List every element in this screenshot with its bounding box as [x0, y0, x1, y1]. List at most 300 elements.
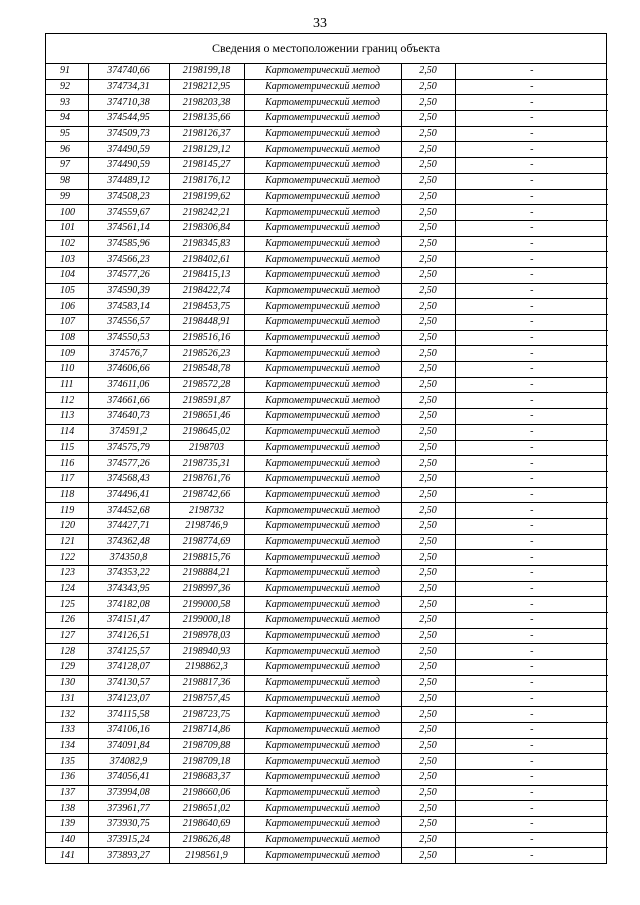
table-row [46, 471, 608, 487]
method-cell: Картометрический метод [244, 628, 401, 644]
x-coordinate-cell: 374566,23 [88, 252, 169, 268]
table-row [46, 769, 608, 785]
y-coordinate-cell: 2198572,28 [169, 377, 244, 393]
point-number-cell: 108 [46, 330, 88, 346]
point-number-cell: 140 [46, 832, 88, 848]
accuracy-cell: 2,50 [401, 518, 455, 534]
table-row [46, 675, 608, 691]
table-row [46, 111, 608, 127]
method-cell: Картометрический метод [244, 675, 401, 691]
accuracy-cell: 2,50 [401, 628, 455, 644]
description-cell: - [455, 346, 608, 362]
y-coordinate-cell: 2198774,69 [169, 534, 244, 550]
method-cell: Картометрический метод [244, 597, 401, 613]
description-cell: - [455, 675, 608, 691]
method-cell: Картометрический метод [244, 252, 401, 268]
y-coordinate-cell: 2198746,9 [169, 518, 244, 534]
accuracy-cell: 2,50 [401, 644, 455, 660]
description-cell: - [455, 566, 608, 582]
method-cell: Картометрический метод [244, 613, 401, 629]
point-number-cell: 137 [46, 785, 88, 801]
point-number-cell: 100 [46, 205, 88, 221]
table-row [46, 283, 608, 299]
accuracy-cell: 2,50 [401, 424, 455, 440]
description-cell: - [455, 362, 608, 378]
y-coordinate-cell: 2198645,02 [169, 424, 244, 440]
accuracy-cell: 2,50 [401, 377, 455, 393]
point-number-cell: 103 [46, 252, 88, 268]
description-cell: - [455, 550, 608, 566]
y-coordinate-cell: 2198561,9 [169, 848, 244, 863]
description-cell: - [455, 456, 608, 472]
table-row [46, 503, 608, 519]
accuracy-cell: 2,50 [401, 754, 455, 770]
accuracy-cell: 2,50 [401, 456, 455, 472]
y-coordinate-cell: 2198402,61 [169, 252, 244, 268]
table-row [46, 628, 608, 644]
accuracy-cell: 2,50 [401, 550, 455, 566]
accuracy-cell: 2,50 [401, 597, 455, 613]
point-number-cell: 94 [46, 111, 88, 127]
accuracy-cell: 2,50 [401, 566, 455, 582]
description-cell: - [455, 424, 608, 440]
y-coordinate-cell: 2198203,38 [169, 95, 244, 111]
x-coordinate-cell: 374577,26 [88, 456, 169, 472]
accuracy-cell: 2,50 [401, 220, 455, 236]
point-number-cell: 111 [46, 377, 88, 393]
point-number-cell: 98 [46, 173, 88, 189]
description-cell: - [455, 597, 608, 613]
method-cell: Картометрический метод [244, 158, 401, 174]
x-coordinate-cell: 374661,66 [88, 393, 169, 409]
x-coordinate-cell: 374710,38 [88, 95, 169, 111]
x-coordinate-cell: 374130,57 [88, 675, 169, 691]
y-coordinate-cell: 2198516,16 [169, 330, 244, 346]
accuracy-cell: 2,50 [401, 252, 455, 268]
table-row [46, 158, 608, 174]
description-cell: - [455, 832, 608, 848]
method-cell: Картометрический метод [244, 409, 401, 425]
point-number-cell: 123 [46, 566, 88, 582]
point-number-cell: 126 [46, 613, 88, 629]
accuracy-cell: 2,50 [401, 64, 455, 79]
accuracy-cell: 2,50 [401, 738, 455, 754]
table-row [46, 487, 608, 503]
accuracy-cell: 2,50 [401, 173, 455, 189]
y-coordinate-cell: 2198129,12 [169, 142, 244, 158]
accuracy-cell: 2,50 [401, 801, 455, 817]
accuracy-cell: 2,50 [401, 817, 455, 833]
x-coordinate-cell: 374585,96 [88, 236, 169, 252]
y-coordinate-cell: 2198345,83 [169, 236, 244, 252]
accuracy-cell: 2,50 [401, 534, 455, 550]
accuracy-cell: 2,50 [401, 111, 455, 127]
table-row [46, 534, 608, 550]
table-row [46, 440, 608, 456]
method-cell: Картометрический метод [244, 817, 401, 833]
x-coordinate-cell: 374508,23 [88, 189, 169, 205]
description-cell: - [455, 754, 608, 770]
point-number-cell: 131 [46, 691, 88, 707]
point-number-cell: 96 [46, 142, 88, 158]
section-title: Сведения о местоположении границ объекта [46, 34, 606, 64]
y-coordinate-cell: 2198660,06 [169, 785, 244, 801]
x-coordinate-cell: 374611,06 [88, 377, 169, 393]
description-cell: - [455, 409, 608, 425]
table-row [46, 785, 608, 801]
x-coordinate-cell: 374126,51 [88, 628, 169, 644]
accuracy-cell: 2,50 [401, 315, 455, 331]
table-row [46, 126, 608, 142]
point-number-cell: 95 [46, 126, 88, 142]
description-cell: - [455, 158, 608, 174]
method-cell: Картометрический метод [244, 315, 401, 331]
x-coordinate-cell: 374606,66 [88, 362, 169, 378]
x-coordinate-cell: 374568,43 [88, 471, 169, 487]
x-coordinate-cell: 374577,26 [88, 267, 169, 283]
x-coordinate-cell: 373930,75 [88, 817, 169, 833]
point-number-cell: 113 [46, 409, 88, 425]
point-number-cell: 93 [46, 95, 88, 111]
table-row [46, 613, 608, 629]
table-row [46, 205, 608, 221]
accuracy-cell: 2,50 [401, 79, 455, 95]
method-cell: Картометрический метод [244, 801, 401, 817]
x-coordinate-cell: 374590,39 [88, 283, 169, 299]
description-cell: - [455, 817, 608, 833]
point-number-cell: 141 [46, 848, 88, 863]
y-coordinate-cell: 2198242,21 [169, 205, 244, 221]
boundary-table [45, 33, 607, 864]
y-coordinate-cell: 2198415,13 [169, 267, 244, 283]
description-cell: - [455, 189, 608, 205]
table-row [46, 691, 608, 707]
x-coordinate-cell: 374362,48 [88, 534, 169, 550]
y-coordinate-cell: 2198714,86 [169, 722, 244, 738]
description-cell: - [455, 330, 608, 346]
point-number-cell: 114 [46, 424, 88, 440]
x-coordinate-cell: 374123,07 [88, 691, 169, 707]
method-cell: Картометрический метод [244, 722, 401, 738]
description-cell: - [455, 518, 608, 534]
y-coordinate-cell: 2198940,93 [169, 644, 244, 660]
point-number-cell: 138 [46, 801, 88, 817]
x-coordinate-cell: 374591,2 [88, 424, 169, 440]
accuracy-cell: 2,50 [401, 581, 455, 597]
x-coordinate-cell: 374082,9 [88, 754, 169, 770]
table-row [46, 393, 608, 409]
point-number-cell: 104 [46, 267, 88, 283]
y-coordinate-cell: 2198735,31 [169, 456, 244, 472]
table-row [46, 707, 608, 723]
point-number-cell: 127 [46, 628, 88, 644]
description-cell: - [455, 785, 608, 801]
point-number-cell: 135 [46, 754, 88, 770]
description-cell: - [455, 377, 608, 393]
y-coordinate-cell: 2198703 [169, 440, 244, 456]
x-coordinate-cell: 373961,77 [88, 801, 169, 817]
y-coordinate-cell: 2198306,84 [169, 220, 244, 236]
description-cell: - [455, 738, 608, 754]
method-cell: Картометрический метод [244, 534, 401, 550]
table-row [46, 299, 608, 315]
method-cell: Картометрический метод [244, 440, 401, 456]
method-cell: Картометрический метод [244, 64, 401, 79]
method-cell: Картометрический метод [244, 362, 401, 378]
method-cell: Картометрический метод [244, 424, 401, 440]
table-row [46, 722, 608, 738]
y-coordinate-cell: 2198212,95 [169, 79, 244, 95]
y-coordinate-cell: 2198683,37 [169, 769, 244, 785]
accuracy-cell: 2,50 [401, 330, 455, 346]
point-number-cell: 125 [46, 597, 88, 613]
description-cell: - [455, 722, 608, 738]
description-cell: - [455, 440, 608, 456]
method-cell: Картометрический метод [244, 832, 401, 848]
x-coordinate-cell: 374550,53 [88, 330, 169, 346]
accuracy-cell: 2,50 [401, 362, 455, 378]
table-row [46, 315, 608, 331]
y-coordinate-cell: 2198640,69 [169, 817, 244, 833]
page-number: 33 [313, 16, 327, 31]
point-number-cell: 116 [46, 456, 88, 472]
point-number-cell: 105 [46, 283, 88, 299]
accuracy-cell: 2,50 [401, 95, 455, 111]
table-row [46, 518, 608, 534]
y-coordinate-cell: 2198709,88 [169, 738, 244, 754]
method-cell: Картометрический метод [244, 848, 401, 863]
y-coordinate-cell: 2198176,12 [169, 173, 244, 189]
y-coordinate-cell: 2198199,18 [169, 64, 244, 79]
point-number-cell: 97 [46, 158, 88, 174]
accuracy-cell: 2,50 [401, 205, 455, 221]
table-row [46, 424, 608, 440]
point-number-cell: 133 [46, 722, 88, 738]
description-cell: - [455, 126, 608, 142]
table-row [46, 566, 608, 582]
description-cell: - [455, 236, 608, 252]
accuracy-cell: 2,50 [401, 440, 455, 456]
table-row [46, 173, 608, 189]
x-coordinate-cell: 374489,12 [88, 173, 169, 189]
method-cell: Картометрический метод [244, 126, 401, 142]
table-row [46, 95, 608, 111]
y-coordinate-cell: 2198526,23 [169, 346, 244, 362]
table-row [46, 236, 608, 252]
table-row [46, 142, 608, 158]
table-row [46, 550, 608, 566]
table-row [46, 267, 608, 283]
table-row [46, 79, 608, 95]
x-coordinate-cell: 374740,66 [88, 64, 169, 79]
description-cell: - [455, 644, 608, 660]
y-coordinate-cell: 2198761,76 [169, 471, 244, 487]
accuracy-cell: 2,50 [401, 613, 455, 629]
y-coordinate-cell: 2198723,75 [169, 707, 244, 723]
x-coordinate-cell: 373915,24 [88, 832, 169, 848]
method-cell: Картометрический метод [244, 95, 401, 111]
x-coordinate-cell: 374556,57 [88, 315, 169, 331]
accuracy-cell: 2,50 [401, 769, 455, 785]
y-coordinate-cell: 2198817,36 [169, 675, 244, 691]
point-number-cell: 106 [46, 299, 88, 315]
point-number-cell: 112 [46, 393, 88, 409]
x-coordinate-cell: 374125,57 [88, 644, 169, 660]
accuracy-cell: 2,50 [401, 691, 455, 707]
accuracy-cell: 2,50 [401, 848, 455, 863]
method-cell: Картометрический метод [244, 189, 401, 205]
y-coordinate-cell: 2198815,76 [169, 550, 244, 566]
method-cell: Картометрический метод [244, 581, 401, 597]
description-cell: - [455, 660, 608, 676]
accuracy-cell: 2,50 [401, 393, 455, 409]
description-cell: - [455, 534, 608, 550]
accuracy-cell: 2,50 [401, 471, 455, 487]
point-number-cell: 115 [46, 440, 88, 456]
accuracy-cell: 2,50 [401, 346, 455, 362]
point-number-cell: 128 [46, 644, 88, 660]
method-cell: Картометрический метод [244, 173, 401, 189]
table-row [46, 64, 608, 79]
x-coordinate-cell: 374353,22 [88, 566, 169, 582]
y-coordinate-cell: 2198453,75 [169, 299, 244, 315]
accuracy-cell: 2,50 [401, 126, 455, 142]
description-cell: - [455, 503, 608, 519]
point-number-cell: 117 [46, 471, 88, 487]
description-cell: - [455, 111, 608, 127]
point-number-cell: 107 [46, 315, 88, 331]
method-cell: Картометрический метод [244, 471, 401, 487]
point-number-cell: 118 [46, 487, 88, 503]
point-number-cell: 101 [46, 220, 88, 236]
table-row [46, 644, 608, 660]
x-coordinate-cell: 374452,68 [88, 503, 169, 519]
description-cell: - [455, 628, 608, 644]
x-coordinate-cell: 374151,47 [88, 613, 169, 629]
description-cell: - [455, 283, 608, 299]
x-coordinate-cell: 374559,67 [88, 205, 169, 221]
method-cell: Картометрический метод [244, 785, 401, 801]
method-cell: Картометрический метод [244, 79, 401, 95]
description-cell: - [455, 220, 608, 236]
description-cell: - [455, 142, 608, 158]
description-cell: - [455, 707, 608, 723]
method-cell: Картометрический метод [244, 518, 401, 534]
table-row [46, 754, 608, 770]
table-row [46, 346, 608, 362]
accuracy-cell: 2,50 [401, 409, 455, 425]
table-row [46, 738, 608, 754]
description-cell: - [455, 95, 608, 111]
x-coordinate-cell: 374734,31 [88, 79, 169, 95]
method-cell: Картометрический метод [244, 377, 401, 393]
y-coordinate-cell: 2198884,21 [169, 566, 244, 582]
y-coordinate-cell: 2198448,91 [169, 315, 244, 331]
method-cell: Картометрический метод [244, 220, 401, 236]
y-coordinate-cell: 2198126,37 [169, 126, 244, 142]
method-cell: Картометрический метод [244, 660, 401, 676]
y-coordinate-cell: 2198651,46 [169, 409, 244, 425]
x-coordinate-cell: 374496,41 [88, 487, 169, 503]
method-cell: Картометрический метод [244, 393, 401, 409]
y-coordinate-cell: 2198862,3 [169, 660, 244, 676]
description-cell: - [455, 769, 608, 785]
x-coordinate-cell: 374561,14 [88, 220, 169, 236]
method-cell: Картометрический метод [244, 754, 401, 770]
description-cell: - [455, 315, 608, 331]
table-row [46, 377, 608, 393]
description-cell: - [455, 252, 608, 268]
y-coordinate-cell: 2199000,58 [169, 597, 244, 613]
y-coordinate-cell: 2198709,18 [169, 754, 244, 770]
x-coordinate-cell: 374056,41 [88, 769, 169, 785]
point-number-cell: 122 [46, 550, 88, 566]
table-row [46, 660, 608, 676]
point-number-cell: 109 [46, 346, 88, 362]
table-row [46, 409, 608, 425]
method-cell: Картометрический метод [244, 283, 401, 299]
method-cell: Картометрический метод [244, 267, 401, 283]
method-cell: Картометрический метод [244, 503, 401, 519]
description-cell: - [455, 64, 608, 79]
description-cell: - [455, 471, 608, 487]
accuracy-cell: 2,50 [401, 189, 455, 205]
description-cell: - [455, 299, 608, 315]
method-cell: Картометрический метод [244, 566, 401, 582]
x-coordinate-cell: 374509,73 [88, 126, 169, 142]
x-coordinate-cell: 374583,14 [88, 299, 169, 315]
x-coordinate-cell: 374490,59 [88, 142, 169, 158]
point-number-cell: 139 [46, 817, 88, 833]
accuracy-cell: 2,50 [401, 283, 455, 299]
x-coordinate-cell: 373994,08 [88, 785, 169, 801]
x-coordinate-cell: 374490,59 [88, 158, 169, 174]
point-number-cell: 136 [46, 769, 88, 785]
point-number-cell: 121 [46, 534, 88, 550]
accuracy-cell: 2,50 [401, 832, 455, 848]
x-coordinate-cell: 374128,07 [88, 660, 169, 676]
table-row [46, 817, 608, 833]
y-coordinate-cell: 2198732 [169, 503, 244, 519]
y-coordinate-cell: 2198145,27 [169, 158, 244, 174]
method-cell: Картометрический метод [244, 769, 401, 785]
accuracy-cell: 2,50 [401, 722, 455, 738]
table-row [46, 330, 608, 346]
description-cell: - [455, 205, 608, 221]
y-coordinate-cell: 2198757,45 [169, 691, 244, 707]
description-cell: - [455, 848, 608, 863]
method-cell: Картометрический метод [244, 691, 401, 707]
point-number-cell: 130 [46, 675, 88, 691]
accuracy-cell: 2,50 [401, 707, 455, 723]
description-cell: - [455, 691, 608, 707]
x-coordinate-cell: 374576,7 [88, 346, 169, 362]
table-row [46, 832, 608, 848]
table-row [46, 597, 608, 613]
method-cell: Картометрический метод [244, 707, 401, 723]
point-number-cell: 120 [46, 518, 88, 534]
table-row [46, 220, 608, 236]
table-row [46, 456, 608, 472]
table-row [46, 189, 608, 205]
method-cell: Картометрический метод [244, 111, 401, 127]
point-number-cell: 110 [46, 362, 88, 378]
description-cell: - [455, 173, 608, 189]
table-row [46, 252, 608, 268]
y-coordinate-cell: 2198742,66 [169, 487, 244, 503]
method-cell: Картометрический метод [244, 299, 401, 315]
point-number-cell: 132 [46, 707, 88, 723]
